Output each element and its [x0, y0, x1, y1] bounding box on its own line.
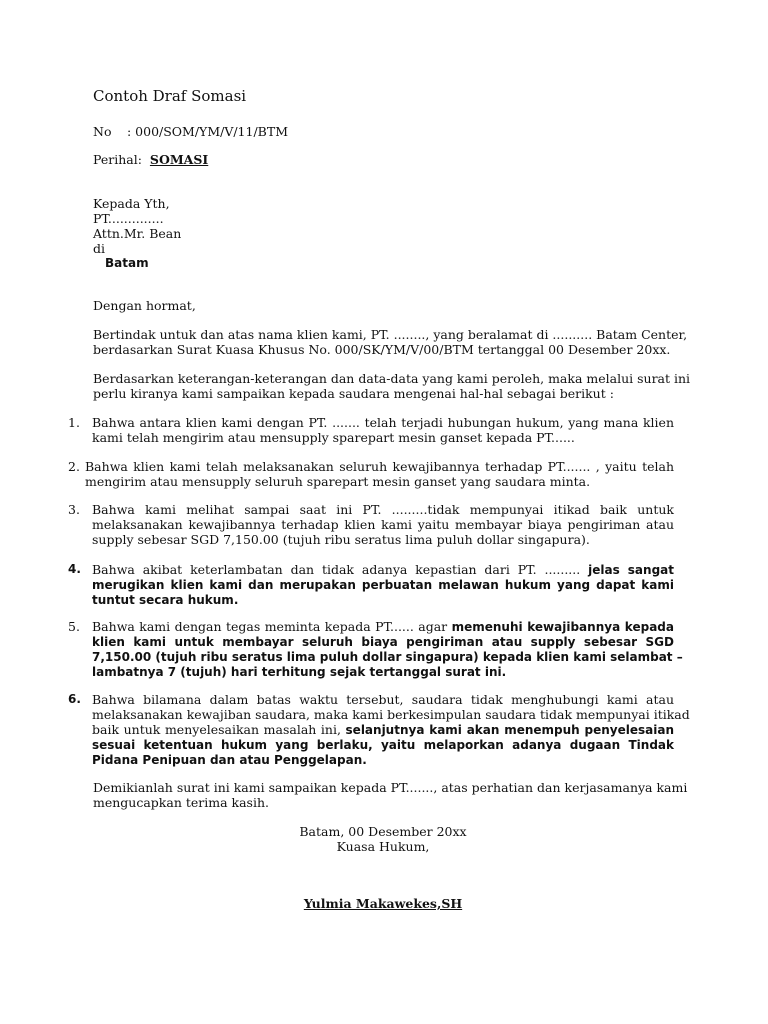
- document-title: Contoh Draf Somasi: [93, 87, 247, 105]
- paragraph-opening: [93, 327, 688, 357]
- item-line: supply sebesar SGD 7,150.00 (tujuh ribu seratus lima puluh dollar singapura).: [92, 532, 590, 547]
- item-line: Bahwa antara klien kami dengan PT. ....... telah terjadi hubungan hukum, yang mana klien: [92, 415, 674, 430]
- letter-number-value: : 000/SOM/YM/V/11/BTM: [126, 124, 289, 139]
- item-line: melaksanakan kewajiban saudara, maka kami berkesimpulan saudara tidak mempunyai itikad: [92, 707, 690, 722]
- list-item-4: [68, 562, 674, 608]
- letter-subject: [93, 152, 208, 167]
- paragraph-line: Berdasarkan keterangan-keterangan dan data-data yang kami peroleh, maka melalui surat ini: [93, 371, 691, 386]
- item-number: 2.: [68, 459, 80, 474]
- list-item-6: [68, 692, 690, 768]
- paragraph-line: mengucapkan terima kasih.: [93, 795, 269, 810]
- item-line: klien kami untuk membayar seluruh biaya pengiriman atau supply sebesar SGD: [92, 635, 674, 649]
- paragraph-line: Bertindak untuk dan atas nama klien kami, PT. ........, yang beralamat di .......... Batam Center,: [93, 327, 688, 342]
- paragraph-intro: [93, 371, 691, 401]
- letter-number: [93, 124, 288, 139]
- recipient-line: PT..............: [93, 211, 164, 226]
- item-line: merugikan klien kami dan merupakan perbuatan melawan hukum yang dapat kami: [92, 578, 674, 592]
- item-line: Bahwa kami melihat sampai saat ini PT. .........tidak mempunyai itikad baik untuk: [92, 502, 674, 517]
- greeting: Dengan hormat,: [93, 298, 196, 313]
- item-text: Bahwa akibat keterlambatan dan tidak adanya kepastian dari PT. .........: [92, 562, 581, 577]
- list-item-5: [68, 619, 683, 680]
- signatory-name: Yulmia Makawekes,SH: [303, 896, 463, 911]
- recipient-block: [93, 196, 181, 271]
- paragraph-line: berdasarkan Surat Kuasa Khusus No. 000/SK/YM/V/00/BTM tertanggal 00 Desember 20xx.: [93, 342, 671, 357]
- recipient-city: Batam: [105, 256, 149, 270]
- item-emphasis: memenuhi kewajibannya kepada: [451, 620, 674, 634]
- paragraph-line: Demikianlah surat ini kami sampaikan kepada PT......., atas perhatian dan kerjasamanya kami: [93, 780, 688, 795]
- recipient-line: Kepada Yth,: [93, 196, 170, 211]
- item-line: kami telah mengirim atau mensupply sparepart mesin ganset kepada PT......: [92, 430, 575, 445]
- recipient-line: di: [93, 241, 105, 256]
- list-item-2: [68, 459, 674, 489]
- item-number: 4.: [68, 562, 81, 576]
- item-line: mengirim atau mensupply seluruh sparepart mesin ganset yang saudara minta.: [85, 474, 591, 489]
- signature-role: Kuasa Hukum,: [336, 839, 430, 854]
- item-line: tuntut secara hukum.: [92, 593, 239, 607]
- item-emphasis: jelas sangat: [588, 563, 674, 577]
- item-number: 6.: [68, 692, 81, 706]
- list-item-3: [68, 502, 674, 547]
- item-number: 1.: [68, 415, 80, 430]
- item-line: sesuai ketentuan hukum yang berlaku, yaitu melaporkan adanya dugaan Tindak: [92, 738, 674, 752]
- paragraph-line: perlu kiranya kami sampaikan kepada saudara mengenai hal-hal sebagai berikut :: [93, 386, 614, 401]
- signature-place-date: Batam, 00 Desember 20xx: [299, 824, 467, 839]
- signature-header: [268, 824, 498, 854]
- item-line: lambatnya 7 (tujuh) hari terhitung sejak tertanggal surat ini.: [92, 665, 507, 679]
- subject-value: SOMASI: [149, 152, 209, 167]
- item-text: Bahwa kami dengan tegas meminta kepada PT...... agar: [92, 619, 448, 634]
- item-text: baik untuk menyelesaikan masalah ini,: [92, 722, 341, 737]
- item-line: [92, 562, 674, 578]
- item-number: 3.: [68, 502, 80, 517]
- subject-label: Perihal:: [93, 152, 142, 167]
- item-line: Bahwa klien kami telah melaksanakan seluruh kewajibannya terhadap PT....... , yaitu telah: [85, 459, 674, 474]
- paragraph-closing: [93, 780, 688, 810]
- item-line: [92, 722, 674, 738]
- item-line: [92, 619, 674, 635]
- item-line: 7,150.00 (tujuh ribu seratus lima puluh dollar singapura) kepada klien kami selambat –: [92, 650, 683, 664]
- item-emphasis: selanjutnya kami akan menempuh penyelesaian: [345, 723, 674, 737]
- list-item-1: [68, 415, 674, 445]
- item-number: 5.: [68, 619, 80, 634]
- letter-number-label: No: [93, 124, 112, 139]
- item-line: Pidana Penipuan dan atau Penggelapan.: [92, 753, 367, 767]
- recipient-line: Attn.Mr. Bean: [93, 226, 182, 241]
- item-line: melaksanakan kewajibannya terhadap klien kami yaitu membayar biaya pengiriman atau: [92, 517, 674, 532]
- item-line: Bahwa bilamana dalam batas waktu tersebut, saudara tidak menghubungi kami atau: [92, 692, 674, 707]
